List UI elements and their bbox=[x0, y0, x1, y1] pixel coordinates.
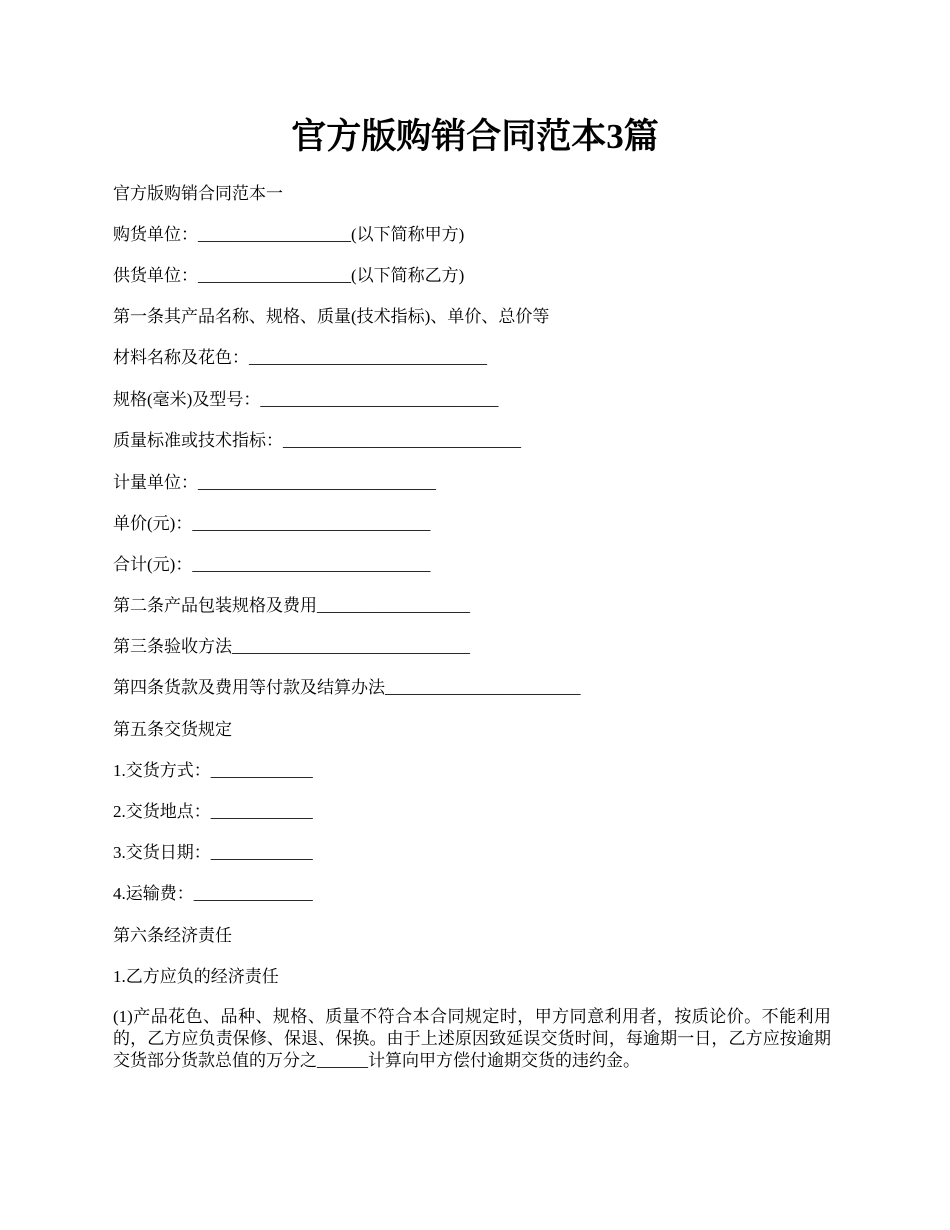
supplier-liability-heading: 1.乙方应负的经济责任 bbox=[113, 967, 279, 986]
liability-paragraph: (1)产品花色、品种、规格、质量不符合本合同规定时，甲方同意利用者，按质论价。不能利用的，乙方应负责保修、保退、保换。由于上述原因致延误交货时间，每逾期一日，乙方应按逾期交货部分货款总值的万分之______计算向甲方偿付逾期交货的违约金。 bbox=[113, 1007, 831, 1070]
article-5-heading: 第五条交货规定 bbox=[113, 720, 232, 739]
spec-model-field: 规格(毫米)及型号：____________________________ bbox=[113, 390, 499, 409]
material-name-field: 材料名称及花色：____________________________ bbox=[113, 348, 487, 367]
unit-price-field: 单价(元)：____________________________ bbox=[113, 514, 431, 533]
delivery-method-field: 1.交货方式：____________ bbox=[113, 761, 313, 780]
quality-standard-field: 质量标准或技术指标：____________________________ bbox=[113, 431, 521, 450]
article-3-line: 第三条验收方法____________________________ bbox=[113, 637, 470, 656]
document-title: 官方版购销合同范本3篇 bbox=[291, 117, 659, 156]
article-6-heading: 第六条经济责任 bbox=[113, 926, 232, 945]
delivery-date-field: 3.交货日期：____________ bbox=[113, 843, 313, 862]
unit-field: 计量单位：____________________________ bbox=[113, 473, 436, 492]
total-field: 合计(元)：____________________________ bbox=[113, 555, 431, 574]
buyer-field: 购货单位：__________________(以下简称甲方) bbox=[113, 225, 465, 244]
article-4-line: 第四条货款及费用等付款及结算办法_______________________ bbox=[113, 678, 581, 697]
article-2-line: 第二条产品包装规格及费用__________________ bbox=[113, 596, 470, 615]
article-1-heading: 第一条其产品名称、规格、质量(技术指标)、单价、总价等 bbox=[113, 307, 550, 326]
supplier-field: 供货单位：__________________(以下简称乙方) bbox=[113, 266, 465, 285]
shipping-fee-field: 4.运输费：______________ bbox=[113, 884, 313, 903]
delivery-location-field: 2.交货地点：____________ bbox=[113, 802, 313, 821]
section-heading: 官方版购销合同范本一 bbox=[113, 184, 283, 203]
